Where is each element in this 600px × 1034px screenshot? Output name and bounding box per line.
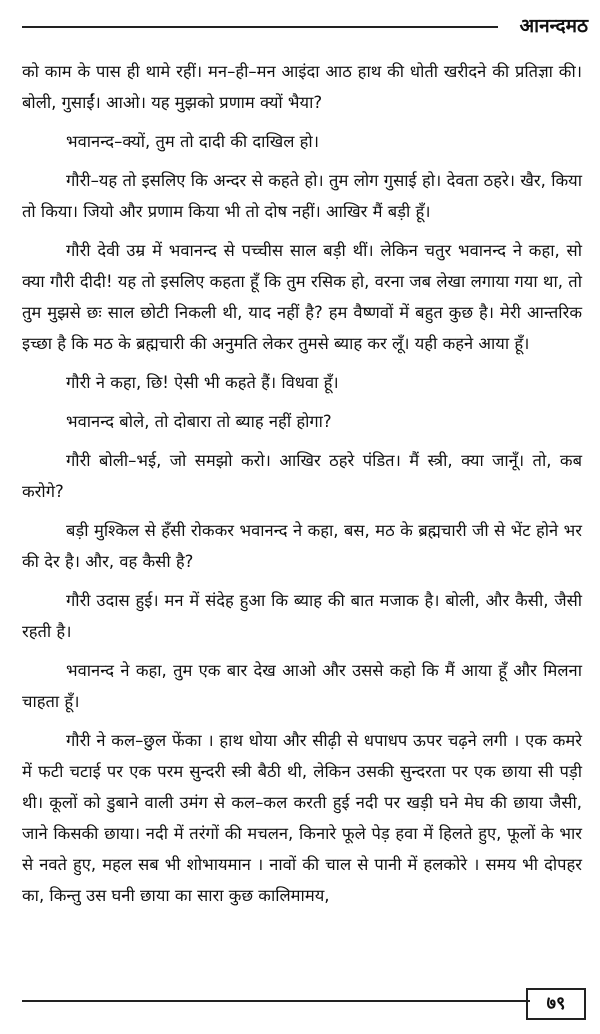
paragraph-7: गौरी बोली–भई, जो समझो करो। आखिर ठहरे पंडित। मैं स्त्री, क्या जानूँ। तो, कब करोगे?: [22, 451, 582, 501]
page-number: ७९: [526, 988, 586, 1020]
paragraph-1: को काम के पास ही थामे रहीं। मन–ही–मन आइंदा आठ हाथ की धोती खरीदने की प्रतिज्ञा की। बोली, गुसाईं। आओ। यह मुझको प्रणाम क्यों भैया?: [22, 62, 582, 112]
paragraph-11: गौरी ने कल–छुल फेंका । हाथ धोया और सीढ़ी से धपाधप ऊपर चढ़ने लगी । एक कमरे में फटी चटाई पर एक परम सुन्दरी स्त्री बैठी थी, लेकिन उसकी सुन्दरता पर एक छाया सी पड़ी थी। कूलों को डुबाने वाली उमंग से कल–कल करती हुई नदी पर खड़ी घने मेघ की छाया जैसी, जाने किसकी छाया। नदी में तरंगों की मचलन, किनारे फूले पेड़ हवा में हिलते हुए, फूलों के भार से नवते हुए, महल सब भी शोभायमान । नावों की चाल से पानी में हलकोरे । समय भी दोपहर का, किन्तु उस घनी छाया का सारा कुछ कालिमामय,: [22, 731, 582, 905]
paragraph-5: गौरी ने कहा, छि! ऐसी भी कहते हैं। विधवा हूँ।: [66, 373, 339, 392]
running-header-title: आनन्दमठ: [519, 15, 588, 37]
footer-rule: [22, 1000, 530, 1002]
paragraph-3: गौरी–यह तो इसलिए कि अन्दर से कहते हो। तुम लोग गुसाई हो। देवता ठहरे। खैर, किया तो किया। जियो और प्रणाम किया भी तो दोष नहीं। आखिर मैं बड़ी हूँ।: [22, 171, 582, 221]
paragraph-9: गौरी उदास हुई। मन में संदेह हुआ कि ब्याह की बात मजाक है। बोली, और कैसी, जैसी रहती है।: [22, 591, 582, 641]
paragraph-2: भवानन्द–क्यों, तुम तो दादी की दाखिल हो।: [66, 132, 319, 151]
paragraph-4: गौरी देवी उम्र में भवानन्द से पच्चीस साल बड़ी थीं। लेकिन चतुर भवानन्द ने कहा, सो क्या गौरी दीदी! यह तो इसलिए कहता हूँ कि तुम रसिक हो, वरना जब लेखा लगाया गया था, तो तुम मुझसे छः साल छोटी निकली थी, याद नहीं है? हम वैष्णवों में बहुत कुछ है। मेरी आन्तरिक इच्छा है कि मठ के ब्रह्मचारी की अनुमति लेकर तुमसे ब्याह कर लूँ। यही कहने आया हूँ।: [22, 241, 582, 353]
paragraph-8: बड़ी मुश्किल से हँसी रोककर भवानन्द ने कहा, बस, मठ के ब्रह्मचारी जी से भेंट होने भर की देर है। और, वह कैसी है?: [22, 521, 582, 571]
paragraph-6: भवानन्द बोले, तो दोबारा तो ब्याह नहीं होगा?: [66, 412, 332, 431]
paragraph-10: भवानन्द ने कहा, तुम एक बार देख आओ और उससे कहो कि मैं आया हूँ और मिलना चाहता हूँ।: [22, 661, 582, 711]
body-text: [22, 56, 582, 919]
header-rule: [22, 26, 498, 28]
